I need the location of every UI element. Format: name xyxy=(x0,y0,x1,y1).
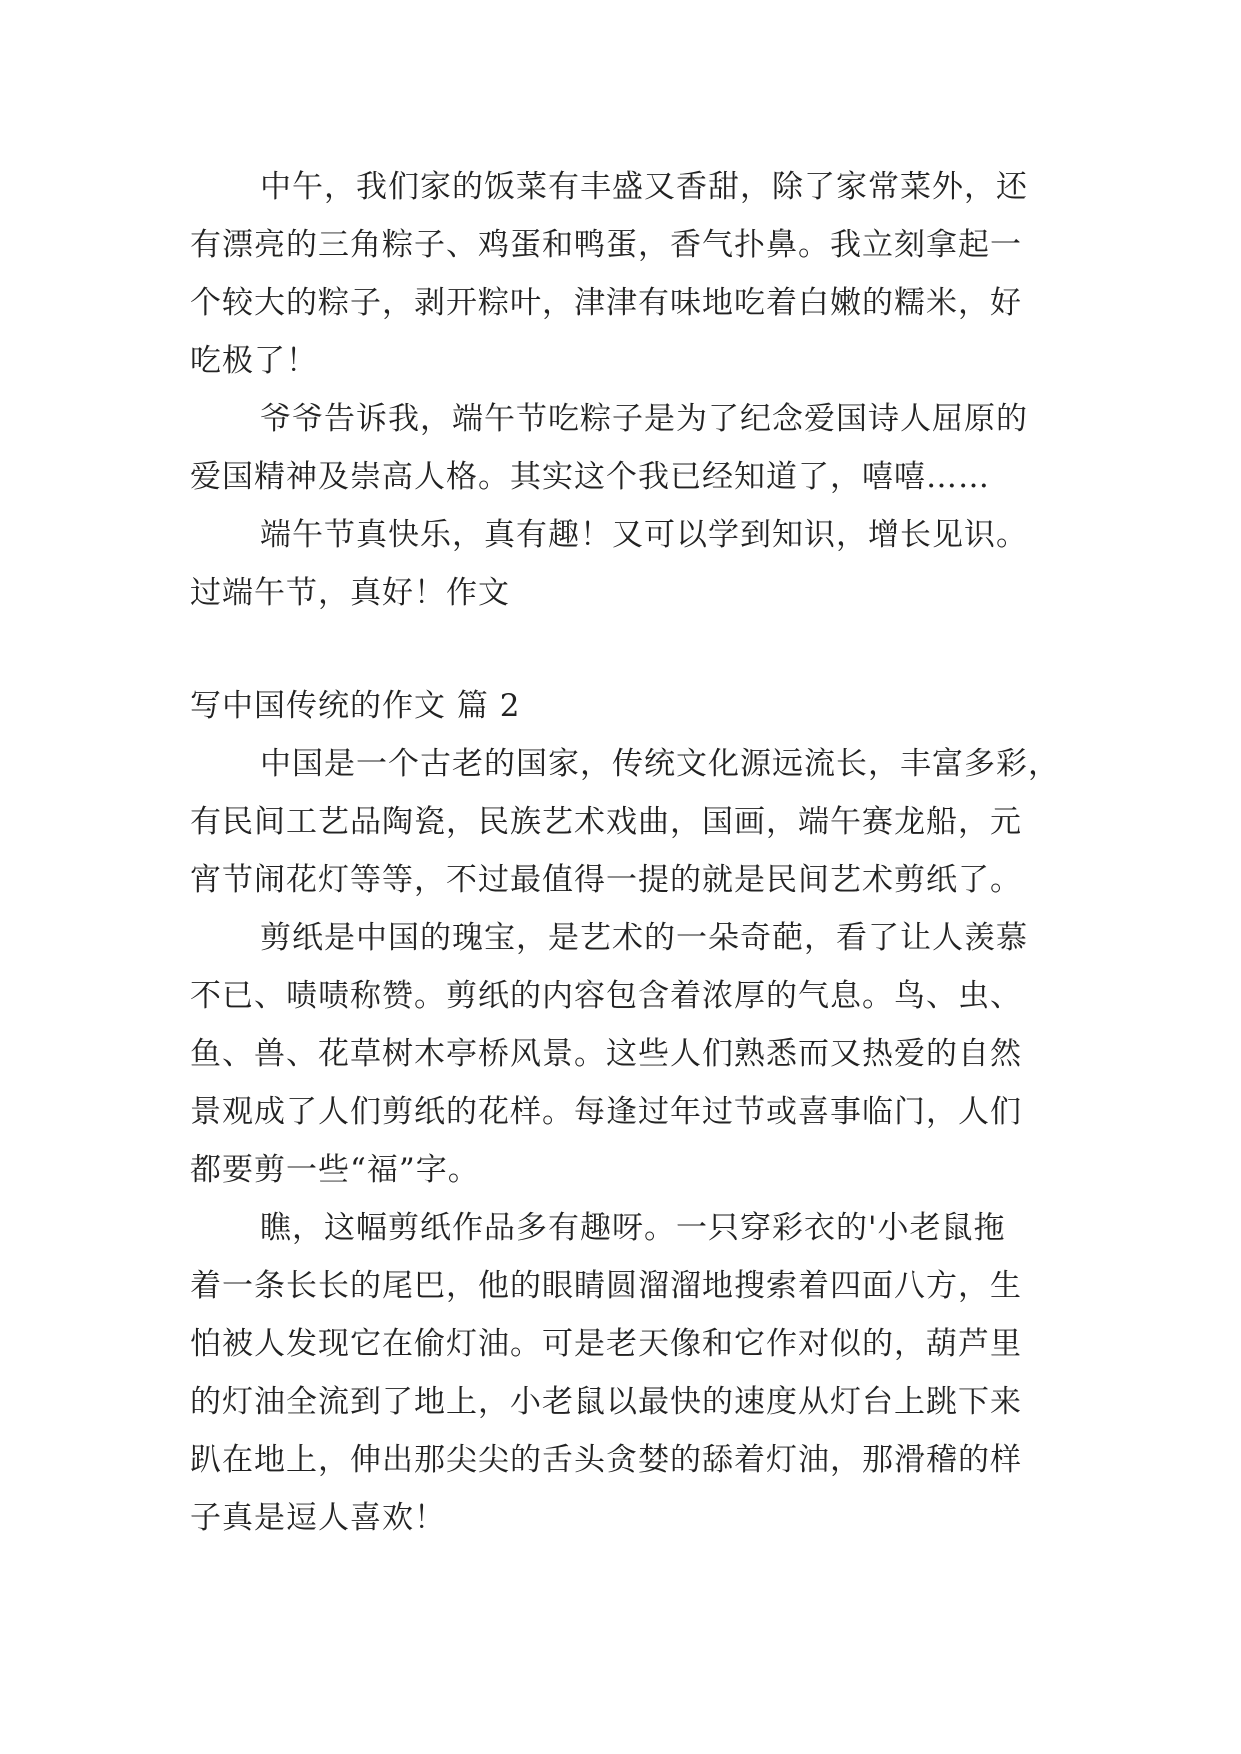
paragraph-line: 景观成了人们剪纸的花样。每逢过年过节或喜事临门，人们 xyxy=(190,1094,1022,1130)
section-continued-text xyxy=(190,158,1060,622)
paragraph-line: 端午节真快乐，真有趣！又可以学到知识，增长见识。 xyxy=(260,517,1028,553)
paragraph-line: 爷爷告诉我，端午节吃粽子是为了纪念爱国诗人屈原的 xyxy=(260,401,1028,437)
paragraph-line: 不已、啧啧称赞。剪纸的内容包含着浓厚的气息。鸟、虫、 xyxy=(190,978,1022,1014)
paragraph-line: 有民间工艺品陶瓷，民族艺术戏曲，国画，端午赛龙船，元 xyxy=(190,804,1022,840)
paragraph-line: 个较大的粽子，剥开粽叶，津津有味地吃着白嫩的糯米，好 xyxy=(190,285,1022,321)
paragraph-line: 宵节闹花灯等等，不过最值得一提的就是民间艺术剪纸了。 xyxy=(190,862,1022,898)
paragraph-line: 有漂亮的三角粽子、鸡蛋和鸭蛋，香气扑鼻。我立刻拿起一 xyxy=(190,227,1022,263)
paragraph-line: 鱼、兽、花草树木亭桥风景。这些人们熟悉而又热爱的自然 xyxy=(190,1036,1022,1072)
paragraph-line: 的灯油全流到了地上，小老鼠以最快的速度从灯台上跳下来 xyxy=(190,1384,1022,1420)
paragraph-line: 都要剪一些“福”字。 xyxy=(190,1152,480,1188)
paragraph-line: 趴在地上，伸出那尖尖的舌头贪婪的舔着灯油，那滑稽的样 xyxy=(190,1442,1022,1478)
paragraph-line: 爱国精神及崇高人格。其实这个我已经知道了，嘻嘻…… xyxy=(190,459,990,495)
paragraph-line: 着一条长长的尾巴，他的眼睛圆溜溜地搜索着四面八方，生 xyxy=(190,1268,1022,1304)
paragraph-line: 吃极了！ xyxy=(190,343,318,379)
paragraph-line: 中国是一个古老的国家，传统文化源远流长，丰富多彩， xyxy=(260,746,1060,782)
paragraph-line: 剪纸是中国的瑰宝，是艺术的一朵奇葩，看了让人羡慕 xyxy=(260,920,1028,956)
paragraph-line: 瞧，这幅剪纸作品多有趣呀。一只穿彩衣的'小老鼠拖 xyxy=(260,1210,1006,1246)
paragraph-line: 过端午节，真好！作文 xyxy=(190,575,510,611)
paragraph-line: 子真是逗人喜欢！ xyxy=(190,1500,446,1536)
section-heading: 写中国传统的作文 篇 2 xyxy=(190,688,521,724)
paragraph-line: 中午，我们家的饭菜有丰盛又香甜，除了家常菜外，还 xyxy=(260,169,1028,205)
section-essay-2 xyxy=(190,677,1060,1547)
paragraph-line: 怕被人发现它在偷灯油。可是老天像和它作对似的，葫芦里 xyxy=(190,1326,1022,1362)
